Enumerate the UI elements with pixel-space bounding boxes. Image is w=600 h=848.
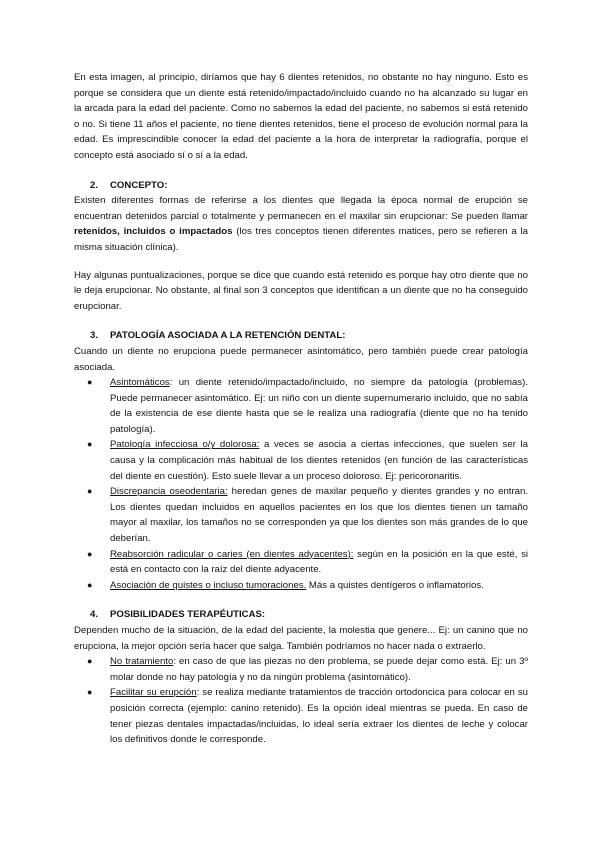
item-text: : se realiza mediante tratamientos de tracción ortodoncica para colocar en su posición correcta (ejemplo: canino retenido). Es la opción ideal mientras se pueda. En caso de tener piezas dentales impactadas/incluidas, lo ideal sería extraer los dientes de leche y colocar los definitivos donde le corresponde.: [110, 687, 528, 746]
list-item: [74, 437, 528, 484]
list-item: [74, 578, 528, 594]
bullet-icon: ●: [87, 486, 93, 497]
patologia-intro: Cuando un diente no erupciona puede permanecer asintomático, pero también puede crear patología asociada.: [74, 345, 528, 373]
document-page: [74, 70, 528, 748]
item-term: Facilitar su erupción: [110, 687, 197, 699]
item-term: Asociación de quistes o incluso tumoraciones.: [110, 579, 307, 591]
bold-terms: retenidos, incluidos o impactados: [74, 226, 233, 238]
list-item: [74, 654, 528, 685]
section-number: 3.: [90, 330, 99, 342]
concepto-paragraph-1: [74, 193, 528, 255]
bullet-icon: ●: [87, 687, 93, 698]
list-item: [74, 547, 528, 578]
concepto-paragraph-2: Hay algunas puntualizaciones, porque se dice que cuando está retenido es porque hay otro diente que no le deja erupcionar. No obstante, al final son 3 conceptos que identifican a un diente que no ha conseguido erupcionar.: [74, 269, 528, 312]
section-title: POSIBILIDADES TERAPÉUTICAS:: [110, 609, 266, 621]
item-text: : un diente retenido/impactado/incluido, no siempre da patología (problemas). Puede permanecer asintomático. Ej: un niño con un diente supernumerario incluido, que no sabía de la existencia de ese diente hasta que se le realiza una radiografía (diente que no ha tenido patología).: [110, 377, 528, 435]
intro-paragraph: En esta imagen, al principio, diríamos que hay 6 dientes retenidos, no obstante no hay ninguno. Esto es porque se considera que un diente está retenido/impactado/incluido cuando no ha alcanzado su lugar en la arcada para la edad del paciente. Como no sabemos la edad del paciente, no sabemos si está retenido o no. Si tiene 11 años el paciente, no tiene dientes retenidos, tiene el proceso de evolución normal para la edad. Es imprescindible conocer la edad del paciente a la hora de interpretar la radiografía, porque el concepto está asociado sí o sí a la edad.: [74, 72, 528, 161]
section-number: 2.: [90, 179, 99, 191]
item-text: Más a quistes dentígeros o inflamatorios.: [306, 579, 484, 591]
posibilidades-intro: Dependen mucho de la situación, de la edad del paciente, la molestia que genere... Ej: un canino que no erupciona, la mejor opción sería hacer que salga. También podríamos no hacer nada o extraerlo.: [74, 625, 528, 652]
item-text: heredan genes de maxilar pequeño y dientes grandes y no entran. Los dientes quedan incluidos en aquellos pacientes en los que los dientes tienen un tamaño mayor al maxilar, los tamaños no se corresponden ya que los dientes son más grandes de lo que deberían.: [110, 486, 528, 545]
posibilidades-list: [74, 654, 528, 748]
patologia-list: [74, 375, 528, 593]
bullet-icon: ●: [87, 377, 93, 388]
list-item: [74, 375, 528, 437]
bullet-icon: ●: [87, 579, 93, 590]
item-term: Asintomáticos: [110, 377, 170, 389]
item-term: Patología infecciosa o/y dolorosa:: [110, 439, 260, 451]
text-span: (los tres conceptos tienen diferentes matices, pero se refieren a la misma situación clínica).: [74, 226, 528, 253]
list-item: [74, 685, 528, 747]
section-heading-posibilidades: [74, 607, 528, 623]
bullet-icon: ●: [87, 656, 93, 667]
section-number: 4.: [90, 609, 99, 621]
item-text: : en caso de que las piezas no den problema, se puede dejar como está. Ej: un 3º molar donde no hay patología y no da ningún problema (asintomático).: [110, 656, 528, 683]
bullet-icon: ●: [87, 439, 93, 450]
bullet-icon: ●: [87, 548, 93, 559]
section-title: PATOLOGÍA ASOCIADA A LA RETENCIÓN DENTAL:: [110, 330, 346, 342]
section-heading-concepto: [74, 178, 528, 194]
item-text: a veces se asocia a ciertas infecciones, que suelen ser la causa y la complicación más habitual de los dientes retenidos (en función de las características del diente en cuestión). Esto suele llevar a un proceso doloroso. Ej: pericoronaritis.: [110, 439, 528, 482]
section-title: CONCEPTO:: [110, 179, 168, 191]
item-term: Discrepancia oseodentaria:: [110, 486, 228, 498]
item-text: según en la posición en la que esté, si está en contacto con la raíz del diente adyacente.: [110, 548, 528, 576]
section-heading-patologia: [74, 328, 528, 344]
text-span: Existen diferentes formas de referirse a los dientes que llegada la época normal de erupción se encuentran detenidos parcial o totalmente y permanecen en el maxilar sin erupcionar: Se pueden llamar: [74, 195, 528, 222]
list-item: [74, 484, 528, 546]
item-term: Reabsorción radicular o caries (en dientes adyacentes):: [110, 548, 354, 560]
item-term: No tratamiento: [110, 656, 174, 668]
